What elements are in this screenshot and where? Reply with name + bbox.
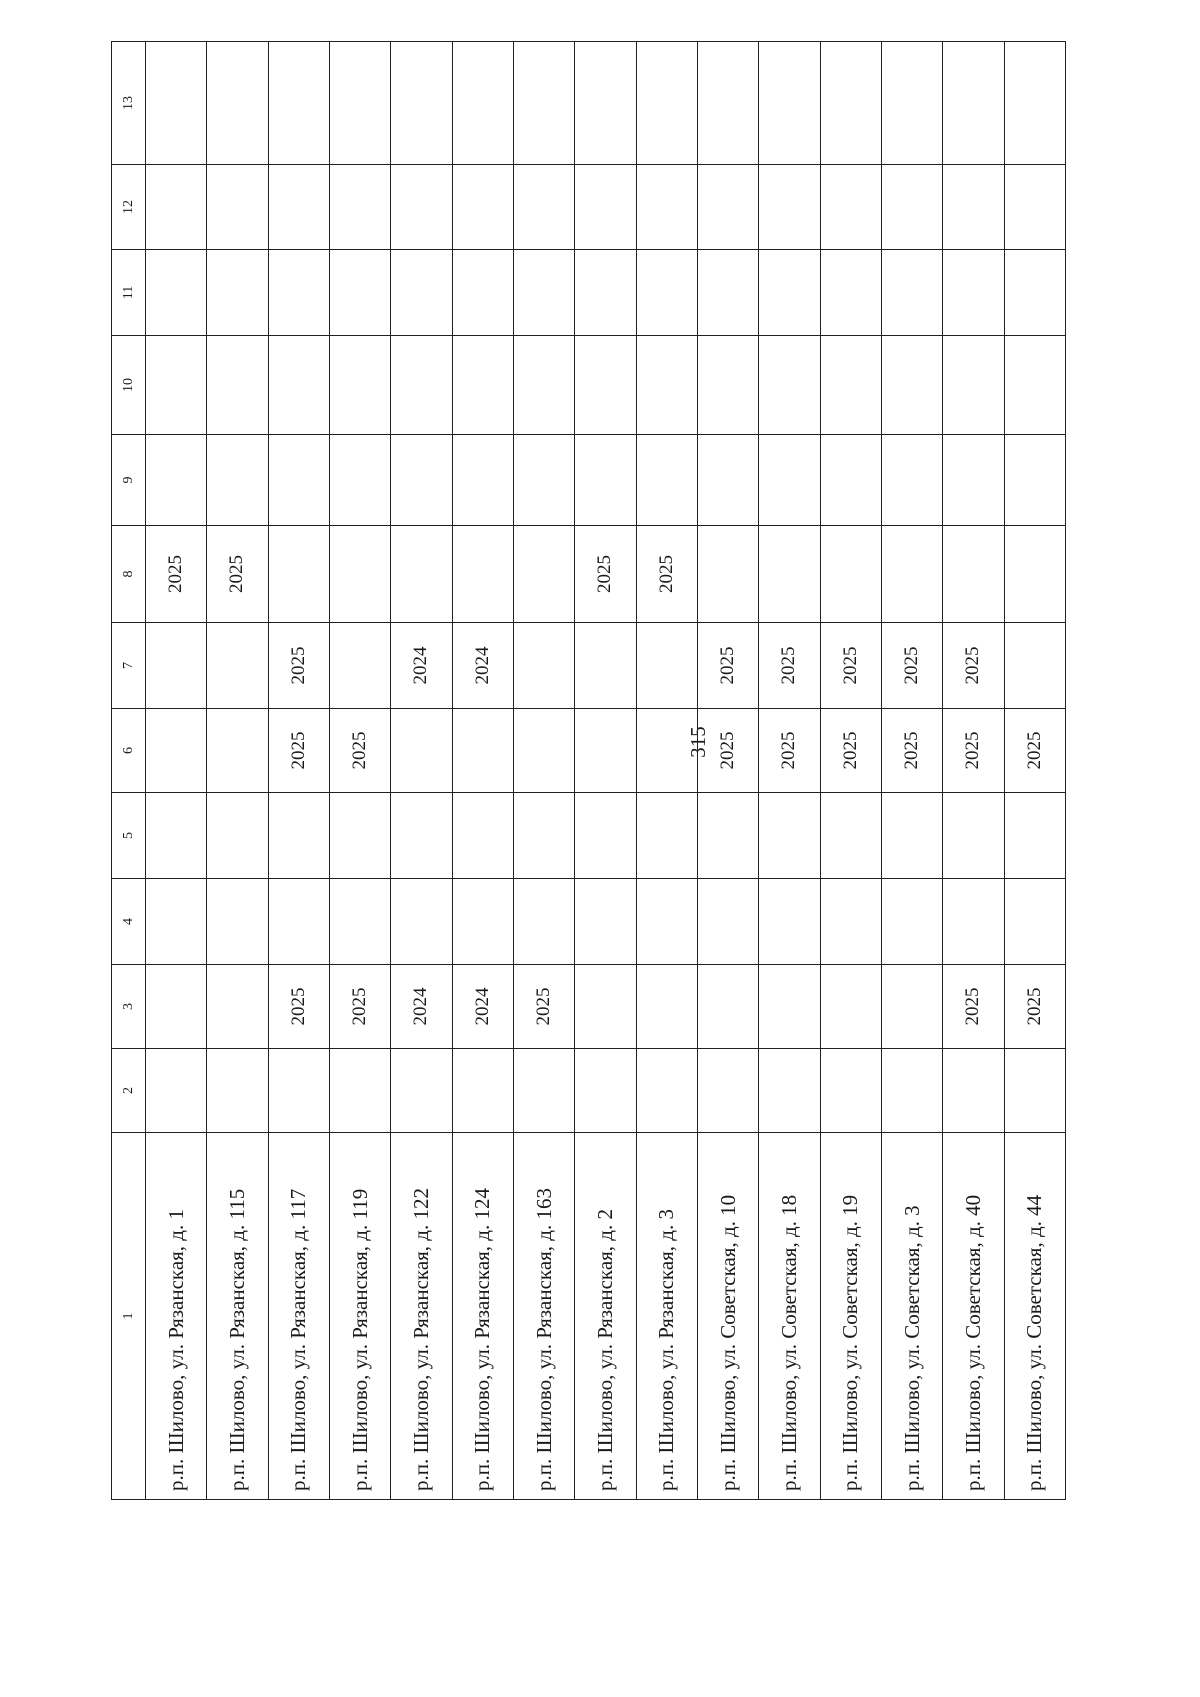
year-cell-col-5: [391, 793, 452, 879]
year-cell-col-6: 2025: [759, 709, 820, 793]
year-cell-col-5: [575, 793, 636, 879]
year-cell-col-4: [1004, 879, 1065, 965]
year-cell-col-11: [759, 250, 820, 336]
year-cell-col-5: [207, 793, 268, 879]
year-cell-col-9: [881, 435, 942, 526]
table-row: [207, 42, 268, 1500]
year-cell-col-9: [268, 435, 329, 526]
year-cell-col-13: [575, 42, 636, 165]
year-cell-col-11: [943, 250, 1004, 336]
year-cell-col-6: [146, 709, 207, 793]
year-cell-col-12: [943, 165, 1004, 250]
address-cell: [207, 1133, 268, 1500]
address-cell: [943, 1133, 1004, 1500]
year-cell-col-12: [575, 165, 636, 250]
year-cell-col-7: 2025: [697, 623, 758, 709]
year-cell-col-8: [513, 526, 574, 623]
year-cell-col-8: [391, 526, 452, 623]
year-cell-col-5: [1004, 793, 1065, 879]
year-cell-col-12: [759, 165, 820, 250]
year-cell-col-12: [329, 165, 390, 250]
rotated-table-container: [111, 42, 1066, 1500]
year-cell-col-11: [146, 250, 207, 336]
column-header-7: 7: [112, 623, 146, 709]
address-cell: [452, 1133, 513, 1500]
year-cell-col-8: [329, 526, 390, 623]
year-cell-col-12: [391, 165, 452, 250]
column-header-8: 8: [112, 526, 146, 623]
year-cell-col-10: [268, 336, 329, 435]
year-cell-col-8: [943, 526, 1004, 623]
year-cell-col-4: [452, 879, 513, 965]
year-cell-col-8: [268, 526, 329, 623]
year-cell-col-5: [881, 793, 942, 879]
year-cell-col-6: 2025: [329, 709, 390, 793]
year-cell-col-12: [1004, 165, 1065, 250]
year-cell-col-4: [146, 879, 207, 965]
year-cell-col-13: [146, 42, 207, 165]
address-cell: [1004, 1133, 1065, 1500]
year-cell-col-2: [146, 1049, 207, 1133]
year-cell-col-9: [636, 435, 697, 526]
year-cell-col-3: [636, 965, 697, 1049]
year-cell-col-13: [1004, 42, 1065, 165]
year-cell-col-5: [452, 793, 513, 879]
address-cell: [391, 1133, 452, 1500]
year-cell-col-3: [207, 965, 268, 1049]
year-cell-col-8: 2025: [575, 526, 636, 623]
year-cell-col-2: [943, 1049, 1004, 1133]
year-cell-col-7: 2024: [391, 623, 452, 709]
year-cell-col-7: [575, 623, 636, 709]
column-header-11: 11: [112, 250, 146, 336]
year-cell-col-7: [207, 623, 268, 709]
year-cell-col-11: [391, 250, 452, 336]
table-body: [146, 42, 1066, 1500]
year-cell-col-2: [268, 1049, 329, 1133]
table-row: [513, 42, 574, 1500]
year-cell-col-9: [391, 435, 452, 526]
address-cell: [697, 1133, 758, 1500]
year-cell-col-3: [575, 965, 636, 1049]
year-cell-col-13: [391, 42, 452, 165]
year-cell-col-2: [575, 1049, 636, 1133]
table-row: [146, 42, 207, 1500]
year-cell-col-9: [943, 435, 1004, 526]
year-cell-col-3: 2025: [268, 965, 329, 1049]
year-cell-col-10: [329, 336, 390, 435]
schedule-table: [111, 41, 1066, 1500]
address-cell: [513, 1133, 574, 1500]
year-cell-col-12: [820, 165, 881, 250]
year-cell-col-4: [268, 879, 329, 965]
year-cell-col-7: [146, 623, 207, 709]
year-cell-col-6: [636, 709, 697, 793]
year-cell-col-10: [1004, 336, 1065, 435]
year-cell-col-2: [391, 1049, 452, 1133]
year-cell-col-8: [697, 526, 758, 623]
year-cell-col-12: [697, 165, 758, 250]
address-text: р.п. Шилово, ул. Рязанская, д. 3: [654, 1209, 679, 1491]
year-cell-col-3: 2025: [1004, 965, 1065, 1049]
year-cell-col-3: [697, 965, 758, 1049]
year-cell-col-3: [881, 965, 942, 1049]
address-text: р.п. Шилово, ул. Советская, д. 40: [960, 1194, 985, 1491]
year-cell-col-13: [268, 42, 329, 165]
year-cell-col-2: [820, 1049, 881, 1133]
year-cell-col-12: [881, 165, 942, 250]
year-cell-col-5: [146, 793, 207, 879]
year-cell-col-9: [697, 435, 758, 526]
year-cell-col-6: 2025: [697, 709, 758, 793]
year-cell-col-7: [513, 623, 574, 709]
year-cell-col-9: [820, 435, 881, 526]
address-text: р.п. Шилово, ул. Рязанская, д. 119: [347, 1188, 372, 1491]
year-cell-col-12: [207, 165, 268, 250]
year-cell-col-3: 2025: [943, 965, 1004, 1049]
year-cell-col-9: [759, 435, 820, 526]
year-cell-col-3: [146, 965, 207, 1049]
year-cell-col-10: [697, 336, 758, 435]
address-text: р.п. Шилово, ул. Рязанская, д. 117: [286, 1188, 311, 1491]
year-cell-col-11: [881, 250, 942, 336]
year-cell-col-10: [207, 336, 268, 435]
year-cell-col-13: [207, 42, 268, 165]
address-text: р.п. Шилово, ул. Рязанская, д. 163: [531, 1188, 556, 1491]
year-cell-col-6: 2025: [943, 709, 1004, 793]
address-cell: [575, 1133, 636, 1500]
year-cell-col-9: [513, 435, 574, 526]
table-row: [759, 42, 820, 1500]
column-header-9: 9: [112, 435, 146, 526]
year-cell-col-4: [207, 879, 268, 965]
column-header-10: 10: [112, 336, 146, 435]
column-header-row: [112, 42, 146, 1500]
year-cell-col-3: 2025: [513, 965, 574, 1049]
year-cell-col-13: [697, 42, 758, 165]
year-cell-col-7: [1004, 623, 1065, 709]
address-text: р.п. Шилово, ул. Советская, д. 19: [838, 1194, 863, 1491]
year-cell-col-13: [881, 42, 942, 165]
year-cell-col-10: [146, 336, 207, 435]
year-cell-col-13: [513, 42, 574, 165]
year-cell-col-10: [636, 336, 697, 435]
table-row: [943, 42, 1004, 1500]
year-cell-col-10: [943, 336, 1004, 435]
year-cell-col-13: [452, 42, 513, 165]
table-row: [452, 42, 513, 1500]
year-cell-col-4: [329, 879, 390, 965]
address-text: р.п. Шилово, ул. Рязанская, д. 124: [470, 1188, 495, 1491]
year-cell-col-6: 2025: [881, 709, 942, 793]
table-row: [636, 42, 697, 1500]
year-cell-col-8: [881, 526, 942, 623]
address-text: р.п. Шилово, ул. Советская, д. 18: [776, 1194, 801, 1491]
address-text: р.п. Шилово, ул. Рязанская, д. 115: [224, 1188, 249, 1491]
year-cell-col-10: [391, 336, 452, 435]
year-cell-col-2: [452, 1049, 513, 1133]
year-cell-col-2: [697, 1049, 758, 1133]
year-cell-col-5: [268, 793, 329, 879]
year-cell-col-9: [452, 435, 513, 526]
year-cell-col-8: [759, 526, 820, 623]
column-header-3: 3: [112, 965, 146, 1049]
address-cell: [759, 1133, 820, 1500]
year-cell-col-2: [881, 1049, 942, 1133]
year-cell-col-13: [329, 42, 390, 165]
year-cell-col-5: [759, 793, 820, 879]
year-cell-col-7: 2025: [759, 623, 820, 709]
column-header-13: 13: [112, 42, 146, 165]
year-cell-col-10: [575, 336, 636, 435]
year-cell-col-8: [1004, 526, 1065, 623]
year-cell-col-12: [513, 165, 574, 250]
year-cell-col-11: [513, 250, 574, 336]
year-cell-col-2: [329, 1049, 390, 1133]
year-cell-col-5: [697, 793, 758, 879]
year-cell-col-6: 2025: [1004, 709, 1065, 793]
year-cell-col-7: 2025: [881, 623, 942, 709]
year-cell-col-4: [513, 879, 574, 965]
year-cell-col-7: [636, 623, 697, 709]
year-cell-col-9: [575, 435, 636, 526]
address-text: р.п. Шилово, ул. Рязанская, д. 2: [592, 1209, 617, 1491]
year-cell-col-11: [1004, 250, 1065, 336]
year-cell-col-9: [207, 435, 268, 526]
table-row: [881, 42, 942, 1500]
year-cell-col-9: [146, 435, 207, 526]
year-cell-col-12: [636, 165, 697, 250]
column-header-2: 2: [112, 1049, 146, 1133]
year-cell-col-6: [575, 709, 636, 793]
year-cell-col-12: [146, 165, 207, 250]
column-header-4: 4: [112, 879, 146, 965]
address-cell: [268, 1133, 329, 1500]
address-cell: [146, 1133, 207, 1500]
year-cell-col-12: [268, 165, 329, 250]
address-cell: [820, 1133, 881, 1500]
year-cell-col-11: [207, 250, 268, 336]
address-text: р.п. Шилово, ул. Советская, д. 10: [715, 1194, 740, 1491]
year-cell-col-3: [820, 965, 881, 1049]
year-cell-col-11: [636, 250, 697, 336]
year-cell-col-11: [575, 250, 636, 336]
table-row: [1004, 42, 1065, 1500]
year-cell-col-6: [391, 709, 452, 793]
year-cell-col-11: [268, 250, 329, 336]
year-cell-col-8: 2025: [146, 526, 207, 623]
column-header-12: 12: [112, 165, 146, 250]
year-cell-col-2: [1004, 1049, 1065, 1133]
year-cell-col-7: 2025: [268, 623, 329, 709]
year-cell-col-11: [820, 250, 881, 336]
address-cell: [636, 1133, 697, 1500]
table-row: [575, 42, 636, 1500]
year-cell-col-9: [1004, 435, 1065, 526]
year-cell-col-4: [391, 879, 452, 965]
year-cell-col-3: 2024: [391, 965, 452, 1049]
year-cell-col-11: [329, 250, 390, 336]
year-cell-col-8: 2025: [636, 526, 697, 623]
year-cell-col-13: [820, 42, 881, 165]
column-header-1: 1: [112, 1133, 146, 1500]
year-cell-col-7: 2025: [943, 623, 1004, 709]
year-cell-col-6: 2025: [820, 709, 881, 793]
year-cell-col-5: [636, 793, 697, 879]
year-cell-col-3: 2024: [452, 965, 513, 1049]
year-cell-col-4: [943, 879, 1004, 965]
year-cell-col-5: [513, 793, 574, 879]
year-cell-col-6: [513, 709, 574, 793]
address-text: р.п. Шилово, ул. Советская, д. 44: [1022, 1194, 1047, 1491]
year-cell-col-13: [759, 42, 820, 165]
year-cell-col-4: [636, 879, 697, 965]
table-row: [391, 42, 452, 1500]
address-text: р.п. Шилово, ул. Рязанская, д. 122: [408, 1188, 433, 1491]
year-cell-col-5: [820, 793, 881, 879]
year-cell-col-12: [452, 165, 513, 250]
column-header-6: 6: [112, 709, 146, 793]
year-cell-col-4: [759, 879, 820, 965]
year-cell-col-7: 2024: [452, 623, 513, 709]
year-cell-col-7: 2025: [820, 623, 881, 709]
column-header-5: 5: [112, 793, 146, 879]
year-cell-col-5: [943, 793, 1004, 879]
year-cell-col-10: [881, 336, 942, 435]
year-cell-col-13: [636, 42, 697, 165]
year-cell-col-9: [329, 435, 390, 526]
year-cell-col-4: [881, 879, 942, 965]
year-cell-col-4: [575, 879, 636, 965]
year-cell-col-5: [329, 793, 390, 879]
year-cell-col-4: [697, 879, 758, 965]
address-cell: [881, 1133, 942, 1500]
year-cell-col-10: [820, 336, 881, 435]
year-cell-col-2: [759, 1049, 820, 1133]
page-number: 315: [686, 726, 710, 758]
year-cell-col-8: [820, 526, 881, 623]
year-cell-col-10: [513, 336, 574, 435]
year-cell-col-3: 2025: [329, 965, 390, 1049]
year-cell-col-11: [697, 250, 758, 336]
year-cell-col-4: [820, 879, 881, 965]
year-cell-col-7: [329, 623, 390, 709]
address-text: р.п. Шилово, ул. Советская, д. 3: [899, 1205, 924, 1491]
year-cell-col-10: [452, 336, 513, 435]
table-row: [697, 42, 758, 1500]
year-cell-col-11: [452, 250, 513, 336]
address-text: р.п. Шилово, ул. Рязанская, д. 1: [163, 1209, 188, 1491]
table-row: [329, 42, 390, 1500]
year-cell-col-6: 2025: [268, 709, 329, 793]
year-cell-col-10: [759, 336, 820, 435]
year-cell-col-13: [943, 42, 1004, 165]
year-cell-col-3: [759, 965, 820, 1049]
table-row: [268, 42, 329, 1500]
year-cell-col-8: [452, 526, 513, 623]
year-cell-col-6: [452, 709, 513, 793]
table-row: [820, 42, 881, 1500]
year-cell-col-2: [513, 1049, 574, 1133]
year-cell-col-2: [207, 1049, 268, 1133]
year-cell-col-8: 2025: [207, 526, 268, 623]
year-cell-col-2: [636, 1049, 697, 1133]
address-cell: [329, 1133, 390, 1500]
year-cell-col-6: [207, 709, 268, 793]
